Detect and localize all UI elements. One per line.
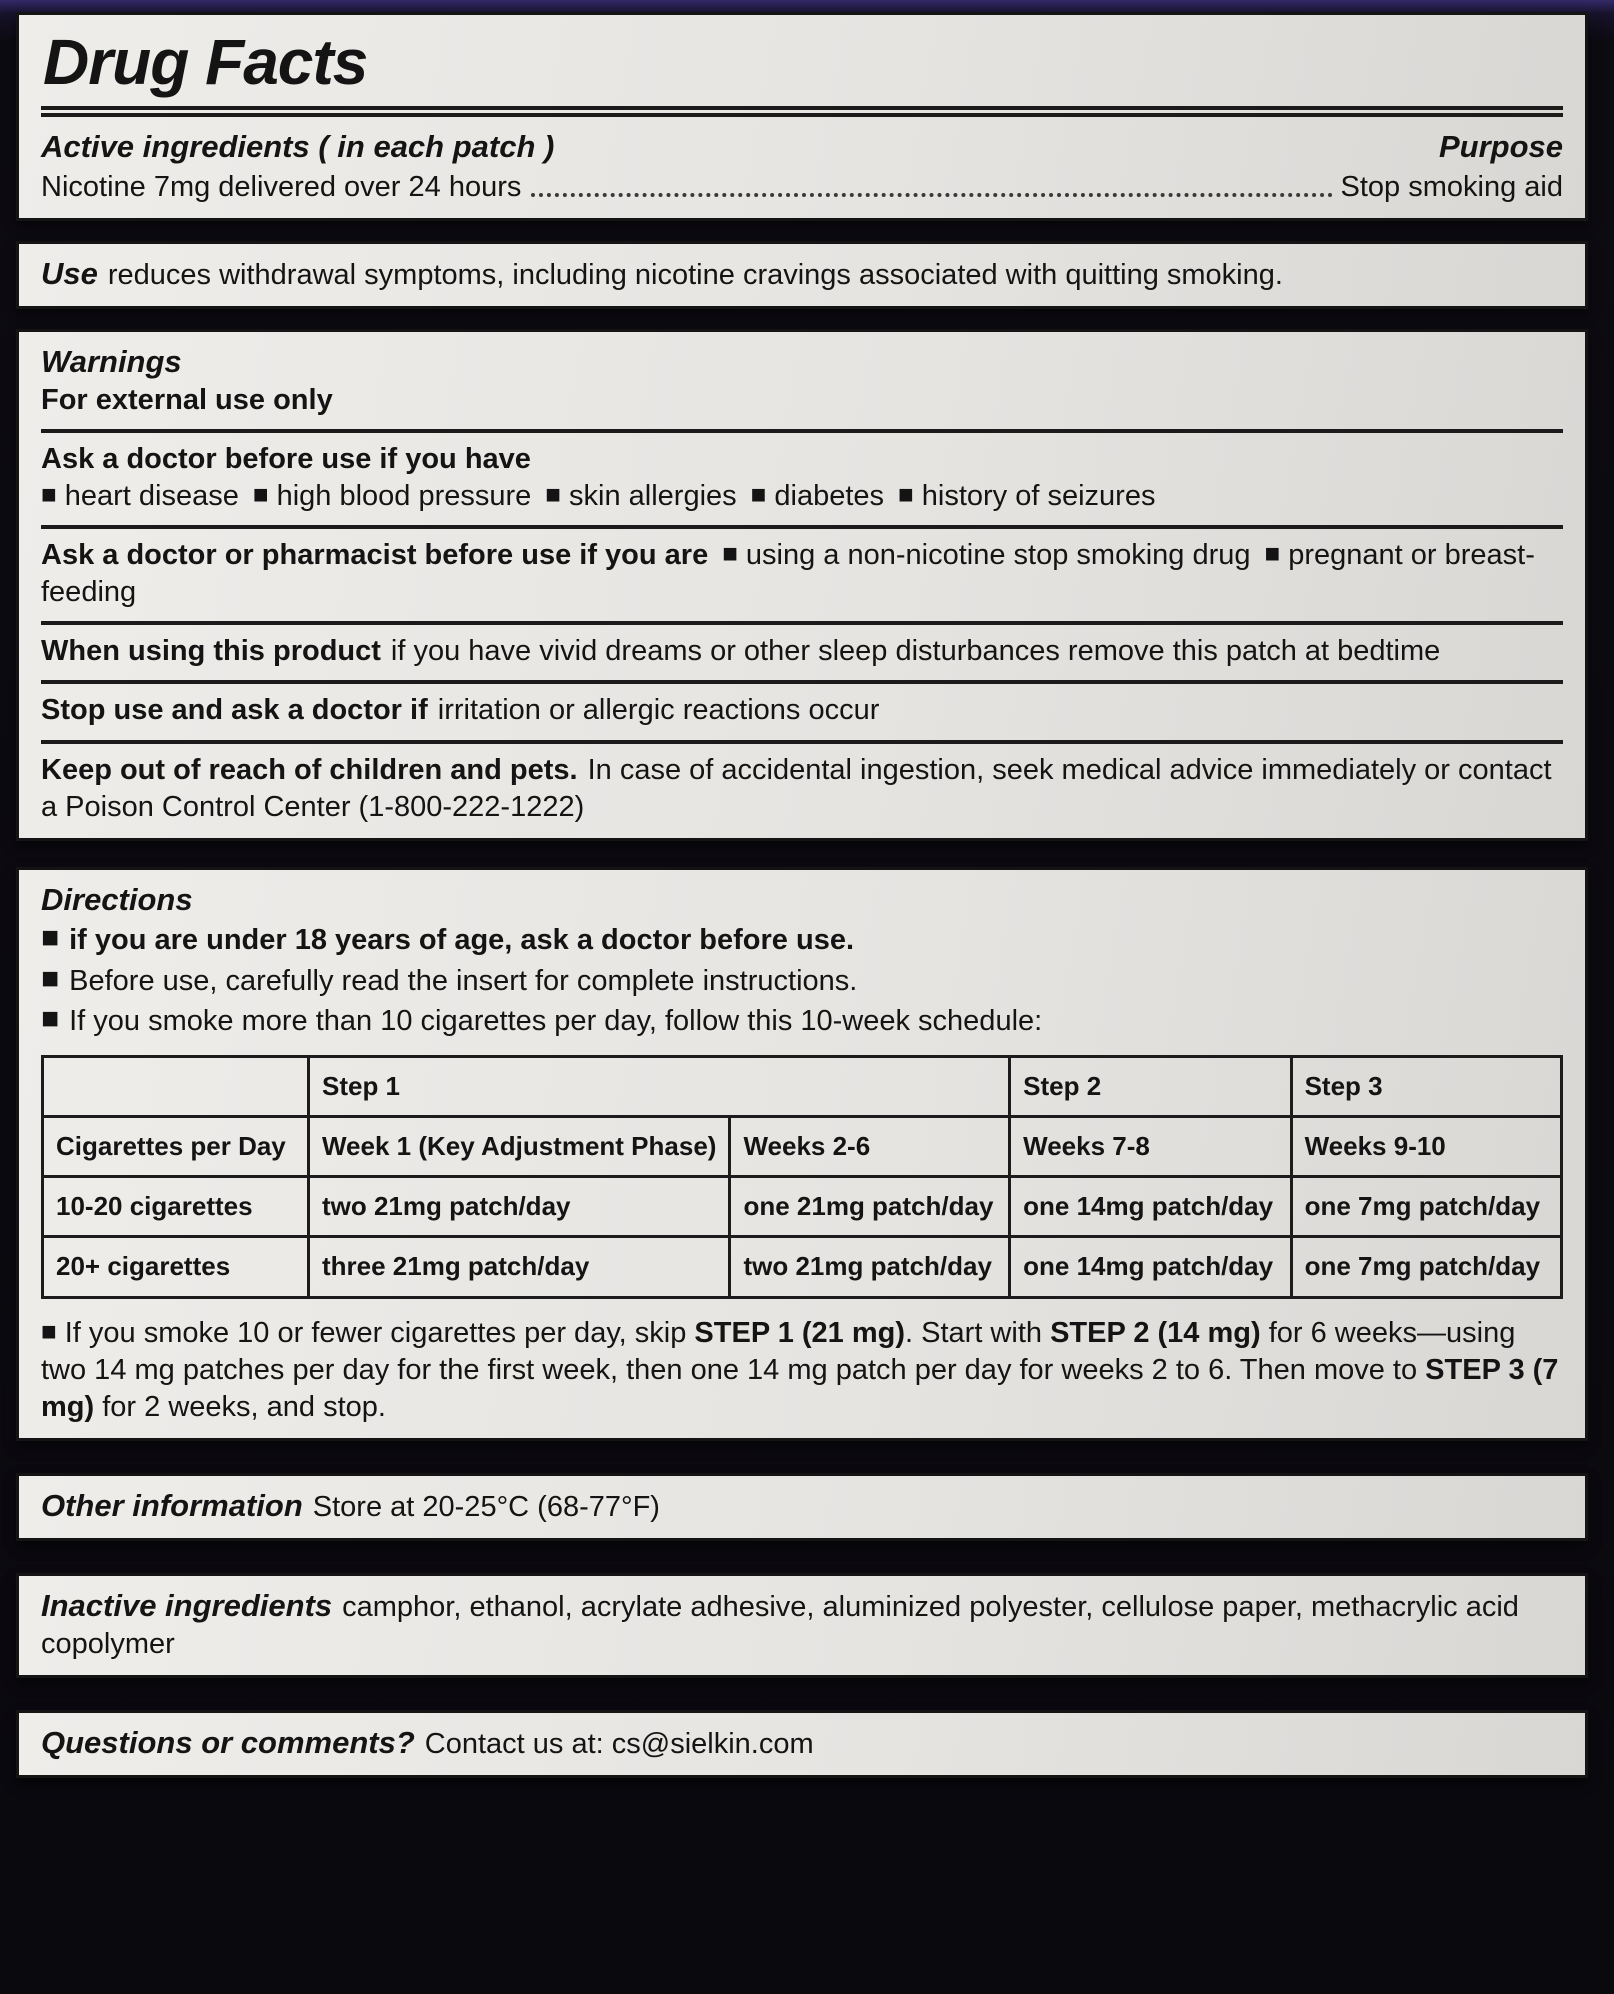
inactive-ingredients-text: camphor, ethanol, acrylate adhesive, aluminized polyester, cellulose paper, methacrylic acid copolymer xyxy=(41,1591,1519,1661)
ask-doctor-items xyxy=(41,478,1563,515)
inactive-ingredients-heading: Inactive ingredients xyxy=(41,1588,333,1624)
table-col-header: Cigarettes per Day xyxy=(43,1116,309,1176)
condition-item: using a non-nicotine stop smoking drug xyxy=(745,539,1251,572)
other-information-heading: Other information xyxy=(41,1487,303,1523)
table-row xyxy=(43,1177,1562,1237)
table-cell: one 21mg patch/day xyxy=(730,1177,1010,1237)
ask-doctor-heading: Ask a doctor before use if you have xyxy=(41,442,531,475)
table-col-header: Weeks 2-6 xyxy=(730,1116,1010,1176)
other-information-text: Store at 20-25°C (68-77°F) xyxy=(312,1490,660,1523)
footnote-step3: STEP 3 (7 mg) xyxy=(41,1353,1559,1423)
table-cell: 10-20 cigarettes xyxy=(43,1177,309,1237)
table-cell: one 14mg patch/day xyxy=(1010,1237,1291,1297)
title-active-ingredients-panel xyxy=(16,12,1588,221)
purpose-heading: Purpose xyxy=(1438,129,1563,165)
table-step2-header: Step 2 xyxy=(1010,1056,1291,1116)
bullet-square-icon: ■ xyxy=(41,921,60,955)
table-column-header-row xyxy=(43,1116,1562,1176)
bullet-square-icon: ■ xyxy=(41,961,60,995)
footnote-text: . Start with xyxy=(905,1316,1051,1349)
table-cell: one 14mg patch/day xyxy=(1010,1177,1291,1237)
external-use-text: For external use only xyxy=(41,383,333,416)
warnings-heading: Warnings xyxy=(41,344,182,380)
footnote-text: If you smoke 10 or fewer cigarettes per day, skip xyxy=(64,1316,695,1349)
when-using-text: if you have vivid dreams or other sleep disturbances remove this patch at bedtime xyxy=(390,635,1441,668)
condition-item: pregnant or breast-feeding xyxy=(41,539,1535,609)
directions-heading: Directions xyxy=(41,881,193,917)
directions-panel xyxy=(16,867,1588,1441)
keep-out-text: In case of accidental ingestion, seek medical advice immediately or contact a Poison Control Center (1-800-222-1222) xyxy=(41,753,1552,823)
footnote-step1: STEP 1 (21 mg) xyxy=(694,1316,906,1349)
warnings-divider xyxy=(41,429,1563,433)
warnings-divider xyxy=(41,525,1563,529)
condition-item: high blood pressure xyxy=(276,479,532,512)
active-ingredients-heading: Active ingredients ( in each patch ) xyxy=(41,129,555,165)
bullet-square-icon: ■ xyxy=(750,478,767,509)
use-heading: Use xyxy=(41,255,98,291)
table-cell: one 7mg patch/day xyxy=(1291,1177,1561,1237)
ask-doctor-pharmacist-heading: Ask a doctor or pharmacist before use if you are xyxy=(41,539,709,572)
keep-out-heading: Keep out of reach of children and pets. xyxy=(41,753,578,786)
stop-use-section xyxy=(41,692,1563,729)
questions-panel xyxy=(16,1710,1588,1778)
dosing-schedule-table xyxy=(41,1055,1563,1299)
when-using-section xyxy=(41,633,1563,670)
purpose-value: Stop smoking aid xyxy=(1340,170,1563,203)
bullet-square-icon: ■ xyxy=(1264,538,1281,569)
stop-use-text: irritation or allergic reactions occur xyxy=(437,694,880,727)
other-information-panel xyxy=(16,1473,1588,1541)
table-step3-header: Step 3 xyxy=(1291,1056,1561,1116)
condition-item: skin allergies xyxy=(569,479,737,512)
table-step1-header: Step 1 xyxy=(308,1056,1009,1116)
table-cell: one 7mg patch/day xyxy=(1291,1237,1561,1297)
ask-doctor-pharmacist-section xyxy=(41,537,1563,611)
directions-bullet-item xyxy=(41,962,1563,1000)
drug-facts-title: Drug Facts xyxy=(43,26,368,98)
ask-doctor-section xyxy=(41,441,1563,515)
bullet-square-icon: ■ xyxy=(252,478,269,509)
bullet-square-icon: ■ xyxy=(41,478,57,509)
bullet-square-icon: ■ xyxy=(41,1315,57,1346)
questions-heading: Questions or comments? xyxy=(41,1725,415,1761)
condition-item: history of seizures xyxy=(921,479,1156,512)
inactive-ingredients-panel xyxy=(16,1573,1588,1678)
table-cell: two 21mg patch/day xyxy=(730,1237,1010,1297)
table-col-header: Weeks 7-8 xyxy=(1010,1116,1291,1176)
stop-use-heading: Stop use and ask a doctor if xyxy=(41,694,428,727)
footnote-text: for 6 weeks—using two 14 mg patches per day for the first week, then one 14 mg patch per day for weeks 2 to 6. Then move to xyxy=(41,1316,1516,1386)
table-empty-cell xyxy=(43,1056,309,1116)
when-using-heading: When using this product xyxy=(41,635,381,668)
questions-text: Contact us at: cs@sielkin.com xyxy=(424,1728,814,1761)
warnings-divider xyxy=(41,680,1563,684)
bullet-square-icon: ■ xyxy=(722,538,738,569)
directions-bullet-item xyxy=(41,1002,1563,1040)
directions-bullet-text: Before use, carefully read the insert for complete instructions. xyxy=(69,964,858,997)
bullet-square-icon: ■ xyxy=(898,478,914,509)
directions-bullets xyxy=(41,921,1563,1040)
bullet-square-icon: ■ xyxy=(41,1002,60,1036)
use-panel xyxy=(16,241,1588,309)
dotted-leader xyxy=(531,193,1332,197)
bullet-square-icon: ■ xyxy=(545,478,562,509)
condition-item: heart disease xyxy=(64,479,239,512)
table-cell: 20+ cigarettes xyxy=(43,1237,309,1297)
footnote-step2: STEP 2 (14 mg) xyxy=(1050,1316,1261,1349)
directions-bullet-text: if you are under 18 years of age, ask a doctor before use. xyxy=(69,924,855,957)
table-cell: two 21mg patch/day xyxy=(308,1177,729,1237)
condition-item: diabetes xyxy=(774,479,885,512)
warnings-divider xyxy=(41,621,1563,625)
table-step-header-row xyxy=(43,1056,1562,1116)
title-divider xyxy=(41,106,1563,117)
directions-bullet-item xyxy=(41,921,1563,959)
keep-out-section xyxy=(41,752,1563,826)
footnote-text: for 2 weeks, and stop. xyxy=(94,1390,386,1423)
table-col-header: Weeks 9-10 xyxy=(1291,1116,1561,1176)
directions-bullet-text: If you smoke more than 10 cigarettes per day, follow this 10-week schedule: xyxy=(69,1005,1043,1038)
active-ingredient-text: Nicotine 7mg delivered over 24 hours xyxy=(41,170,522,203)
warnings-divider xyxy=(41,740,1563,744)
use-text: reduces withdrawal symptoms, including nicotine cravings associated with quitting smoking. xyxy=(107,258,1283,291)
table-cell: three 21mg patch/day xyxy=(308,1237,729,1297)
table-row xyxy=(43,1237,1562,1297)
table-col-header: Week 1 (Key Adjustment Phase) xyxy=(308,1116,729,1176)
directions-footnote xyxy=(41,1315,1563,1426)
warnings-panel xyxy=(16,329,1588,841)
